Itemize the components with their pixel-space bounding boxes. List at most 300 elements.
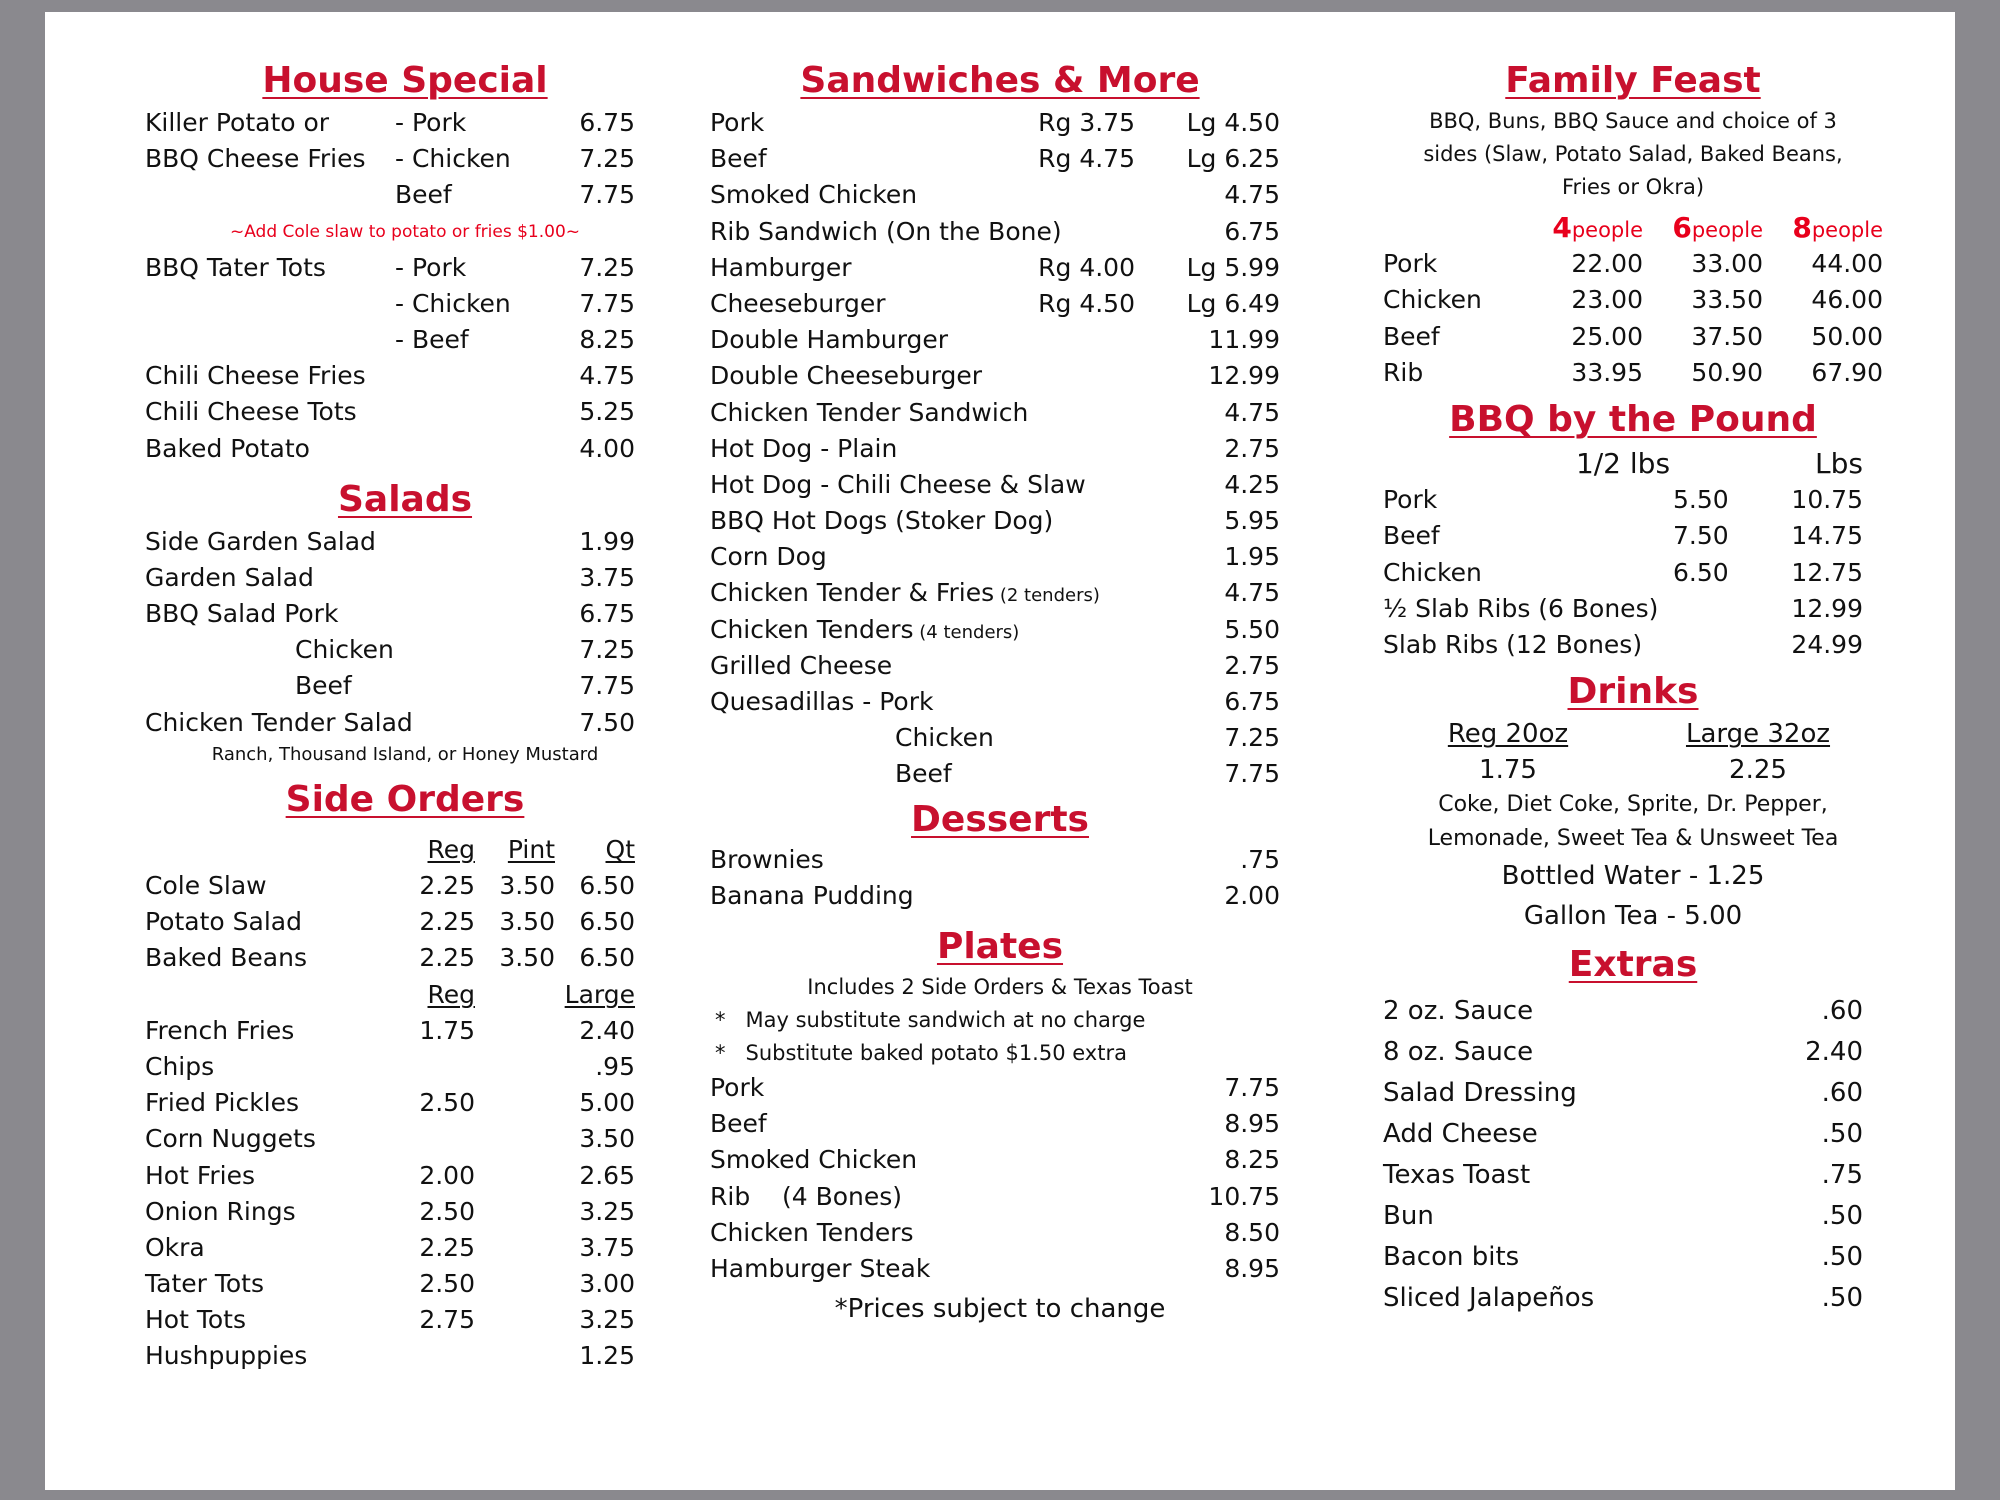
people-word: people <box>1691 218 1763 242</box>
item-price: 6.50 <box>579 871 635 900</box>
item-name <box>710 322 1020 358</box>
item-price-large: 2.40 <box>579 1015 635 1045</box>
item-price: 7.75 <box>579 671 635 701</box>
item-price: 2.25 <box>419 871 475 900</box>
house-special-list-2 <box>145 250 665 467</box>
item-name <box>710 720 1020 756</box>
house-special-note: ~Add Cole slaw to potato or fries $1.00~ <box>229 221 581 242</box>
item-price: .60 <box>1821 1078 1863 1109</box>
item-variant: - Beef <box>395 324 469 354</box>
column-header: Pint <box>507 834 555 864</box>
drink-price: 2.25 <box>1729 755 1787 786</box>
item-name-text: Double Hamburger <box>710 325 949 355</box>
item-price: 3.75 <box>579 562 635 592</box>
plates-note: * Substitute baked potato $1.50 extra <box>715 1040 1127 1065</box>
menu-row <box>710 1070 1290 1106</box>
menu-row <box>145 868 665 904</box>
item-price: .50 <box>1821 1283 1863 1314</box>
item-price-half: 5.50 <box>1673 485 1729 515</box>
menu-row <box>145 105 665 141</box>
item-name <box>710 756 1020 792</box>
bottled-water: Bottled Water - 1.25 <box>1501 861 1765 892</box>
drinks-header <box>1383 716 1883 752</box>
item-variant: - Pork <box>395 108 467 137</box>
right-column <box>1383 60 1883 1319</box>
item-price-lb: 12.75 <box>1791 557 1863 587</box>
item-name: Texas Toast <box>1383 1160 1531 1191</box>
item-name <box>710 395 1029 431</box>
menu-row <box>145 286 665 322</box>
item-name: Beef <box>295 671 352 701</box>
item-price: 6.75 <box>1224 216 1280 246</box>
item-price: 2.25 <box>419 943 475 973</box>
item-variant: - Pork <box>395 252 467 282</box>
salads-heading: Salads <box>337 478 473 520</box>
menu-row <box>145 1013 665 1049</box>
drinks-list-line: Lemonade, Sweet Tea & Unsweet Tea <box>1427 826 1839 852</box>
item-name: Killer Potato or <box>145 108 330 137</box>
menu-row <box>710 141 1290 177</box>
item-name <box>710 177 1020 213</box>
plates-heading: Plates <box>936 925 1064 967</box>
item-price: 3.50 <box>499 943 555 973</box>
item-price: 6.75 <box>1224 687 1280 716</box>
item-price: .60 <box>1821 996 1863 1027</box>
column-header: Large <box>564 979 635 1009</box>
item-name <box>710 575 1100 614</box>
item-price-rg: Rg 4.50 <box>1038 288 1135 318</box>
menu-row <box>710 1106 1290 1142</box>
item-name: Chicken Tender Salad <box>145 707 413 737</box>
menu-row <box>1383 591 1883 627</box>
menu-row <box>145 1230 665 1266</box>
item-name: Onion Rings <box>145 1196 296 1226</box>
item-name <box>710 648 1020 684</box>
menu-row <box>1383 1155 1883 1196</box>
item-price: 7.25 <box>579 144 635 174</box>
item-price: 7.50 <box>579 707 635 737</box>
item-name <box>710 286 1020 322</box>
item-price: 50.00 <box>1811 321 1883 351</box>
menu-row <box>710 105 1290 141</box>
item-price: 46.00 <box>1811 285 1883 315</box>
menu-row <box>710 358 1290 394</box>
item-name-text: Grilled Cheese <box>710 650 893 680</box>
item-price: 22.00 <box>1571 249 1643 279</box>
menu-row <box>145 141 665 177</box>
people-header <box>1763 210 1883 248</box>
item-name: Hot Tots <box>145 1305 246 1335</box>
item-price-large: 3.00 <box>579 1269 635 1299</box>
item-price-reg: 2.50 <box>419 1088 475 1118</box>
item-variant: - Chicken <box>395 288 511 318</box>
item-price: 7.75 <box>1224 759 1280 789</box>
item-name <box>710 684 1020 720</box>
drinks-list-line: Coke, Diet Coke, Sprite, Dr. Pepper, <box>1438 792 1828 818</box>
item-price: 4.75 <box>1224 397 1280 427</box>
plates-note: Includes 2 Side Orders & Texas Toast <box>807 974 1193 999</box>
family-feast-header <box>1383 210 1883 246</box>
menu-row <box>145 940 665 976</box>
menu-row <box>1383 1237 1883 1278</box>
item-name <box>710 105 1020 141</box>
item-name: ½ Slab Ribs (6 Bones) <box>1383 593 1659 623</box>
drink-size: Reg 20oz <box>1447 719 1569 750</box>
item-price: 7.25 <box>1224 723 1280 753</box>
item-price: Lg 4.50 <box>1186 108 1280 137</box>
menu-row <box>145 1266 665 1302</box>
menu-row <box>710 575 1290 611</box>
item-name: BBQ Tater Tots <box>145 252 326 282</box>
item-name: Brownies <box>710 844 824 874</box>
menu-row <box>710 322 1290 358</box>
item-name: Rib <box>1383 357 1424 387</box>
menu-row <box>1383 1114 1883 1155</box>
item-name: Corn Nuggets <box>145 1124 316 1154</box>
people-header <box>1643 210 1763 248</box>
menu-row <box>710 1251 1290 1287</box>
plates-list <box>710 1070 1290 1287</box>
menu-row <box>710 214 1290 250</box>
item-name <box>710 214 1062 250</box>
menu-row <box>710 395 1290 431</box>
item-price: 50.90 <box>1691 357 1763 387</box>
menu-row <box>1383 627 1883 663</box>
menu-row <box>710 756 1290 792</box>
item-name: Pork <box>710 1072 765 1102</box>
item-name <box>710 358 1020 394</box>
sandwiches-list <box>710 105 1290 793</box>
item-price: 67.90 <box>1811 357 1883 387</box>
menu-row <box>145 322 665 358</box>
menu-row <box>145 358 665 394</box>
item-price-large: 5.00 <box>579 1088 635 1118</box>
drinks-section <box>1383 716 1883 936</box>
side-orders-header <box>145 832 665 868</box>
menu-row <box>1383 1073 1883 1114</box>
item-name-text: Chicken Tender & Fries <box>710 578 995 608</box>
item-name: Salad Dressing <box>1383 1078 1577 1109</box>
item-price-reg: 1.75 <box>419 1015 475 1045</box>
menu-row <box>710 1142 1290 1178</box>
item-name <box>710 250 1020 286</box>
menu-row <box>710 720 1290 756</box>
item-price-lb: 24.99 <box>1791 629 1863 659</box>
item-name: BBQ Cheese Fries <box>145 144 366 174</box>
menu-row <box>145 250 665 286</box>
extras-heading: Extras <box>1568 944 1698 986</box>
menu-row <box>710 684 1290 720</box>
item-price: 4.00 <box>579 433 635 463</box>
item-name-text: Smoked Chicken <box>710 180 918 210</box>
menu-row <box>145 596 665 632</box>
item-name-text: Chicken <box>895 723 994 753</box>
item-name-note: (4 tenders) <box>913 621 1020 643</box>
item-name: Pork <box>1383 485 1438 515</box>
family-feast-table <box>1383 210 1883 391</box>
item-price: 2.25 <box>419 907 475 937</box>
item-price: 3.50 <box>499 871 555 900</box>
column-header: 1/2 lbs <box>1575 446 1671 480</box>
item-price: 8.95 <box>1224 1109 1280 1139</box>
drinks-prices <box>1383 752 1883 788</box>
item-price-half: 7.50 <box>1673 521 1729 551</box>
item-name: Rib (4 Bones) <box>710 1181 903 1211</box>
item-name: Beef <box>710 1109 767 1139</box>
menu-row <box>1383 1032 1883 1073</box>
item-name <box>710 539 1020 575</box>
item-price: .50 <box>1821 1119 1863 1150</box>
prices-note <box>710 1291 1290 1327</box>
item-name: Banana Pudding <box>710 880 914 910</box>
menu-row <box>1383 518 1883 554</box>
item-variant: Beef <box>395 180 452 210</box>
item-price-reg: 2.25 <box>419 1232 475 1262</box>
menu-row <box>710 431 1290 467</box>
item-name <box>710 141 1020 177</box>
item-name-text: Hot Dog - Plain <box>710 433 898 463</box>
item-name: Chips <box>145 1051 215 1081</box>
people-word: people <box>1811 218 1883 242</box>
menu-row <box>145 1302 665 1338</box>
item-price: 7.75 <box>579 180 635 210</box>
item-price: 3.50 <box>499 907 555 937</box>
menu-row <box>145 524 665 560</box>
menu-row <box>710 648 1290 684</box>
item-name-text: Pork <box>710 108 765 137</box>
item-name-text: Hot Dog - Chili Cheese & Slaw <box>710 469 1086 499</box>
menu-row <box>145 1121 665 1157</box>
item-name: Cole Slaw <box>145 871 267 900</box>
item-name: Potato Salad <box>145 907 302 937</box>
item-price: 4.75 <box>1224 578 1280 608</box>
people-count: 6 <box>1672 211 1692 244</box>
item-name: Garden Salad <box>145 562 314 592</box>
extras-list <box>1383 991 1883 1319</box>
item-price: 5.95 <box>1224 506 1280 536</box>
item-name: BBQ Salad Pork <box>145 599 339 629</box>
menu-row <box>710 250 1290 286</box>
item-name: Add Cheese <box>1383 1119 1538 1150</box>
drinks-heading: Drinks <box>1567 671 1699 713</box>
left-column <box>145 60 665 1375</box>
desserts-heading: Desserts <box>911 798 1089 840</box>
prices-note-text: *Prices subject to change <box>834 1294 1166 1325</box>
pound-header <box>1383 446 1883 482</box>
family-feast-desc-line: Fries or Okra) <box>1561 175 1705 199</box>
menu-row <box>710 539 1290 575</box>
item-price: 1.95 <box>1224 542 1280 572</box>
menu-row <box>145 560 665 596</box>
menu-row <box>710 878 1290 914</box>
item-name-text: Chicken Tender Sandwich <box>710 397 1029 427</box>
plates-note: * May substitute sandwich at no charge <box>715 1007 1146 1032</box>
menu-row <box>710 467 1290 503</box>
item-price: 2.75 <box>1224 433 1280 463</box>
item-price: 8.25 <box>1224 1145 1280 1175</box>
item-price: 8.25 <box>579 324 635 354</box>
item-price-large: 3.50 <box>579 1124 635 1154</box>
item-name-note: (2 tenders) <box>994 585 1100 607</box>
item-name: Baked Potato <box>145 433 310 463</box>
menu-row <box>145 1194 665 1230</box>
item-price: 23.00 <box>1571 285 1643 315</box>
item-price-rg: Rg 4.00 <box>1038 252 1135 282</box>
bbq-pound-heading: BBQ by the Pound <box>1449 398 1817 440</box>
people-word: people <box>1571 218 1643 242</box>
family-feast-desc-line: BBQ, Buns, BBQ Sauce and choice of 3 <box>1429 109 1837 133</box>
item-name: Chicken <box>1383 557 1482 587</box>
item-price: 6.50 <box>579 907 635 937</box>
item-name-text: Double Cheeseburger <box>710 361 983 391</box>
item-name: Chili Cheese Tots <box>145 397 357 427</box>
item-price: 5.50 <box>1224 614 1280 644</box>
item-price: 2.00 <box>1224 880 1280 910</box>
menu-row <box>145 394 665 430</box>
item-name: Side Garden Salad <box>145 526 376 556</box>
item-price: 1.99 <box>579 526 635 556</box>
house-special-list <box>145 105 665 214</box>
people-count: 8 <box>1792 211 1812 244</box>
item-price-reg: 2.50 <box>419 1196 475 1226</box>
item-price: 7.75 <box>1224 1072 1280 1102</box>
menu-row <box>1383 355 1883 391</box>
item-price: 4.75 <box>579 361 635 391</box>
item-price: 11.99 <box>1208 325 1280 355</box>
item-price-lb: 14.75 <box>1791 521 1863 551</box>
menu-row <box>145 1338 665 1374</box>
item-price: 4.75 <box>1224 180 1280 210</box>
bbq-pound-table <box>1383 446 1883 663</box>
menu-row <box>1383 246 1883 282</box>
menu-row <box>145 431 665 467</box>
item-name: Hot Fries <box>145 1160 256 1190</box>
menu-row <box>1383 1196 1883 1237</box>
item-price: 33.00 <box>1691 249 1763 279</box>
item-name-text: BBQ Hot Dogs (Stoker Dog) <box>710 506 1054 536</box>
item-price: 7.25 <box>579 635 635 665</box>
side-orders-list <box>145 832 665 1375</box>
item-price: 10.75 <box>1208 1181 1280 1211</box>
item-name: Baked Beans <box>145 943 307 973</box>
item-variant: - Chicken <box>395 144 511 174</box>
menu-row <box>1383 319 1883 355</box>
item-name: Tater Tots <box>145 1269 265 1299</box>
item-name: Chicken <box>295 635 394 665</box>
menu-row <box>710 612 1290 648</box>
item-price: 37.50 <box>1691 321 1763 351</box>
people-header <box>1523 210 1643 248</box>
menu-row <box>145 904 665 940</box>
menu-row <box>145 177 665 213</box>
menu-row <box>145 1049 665 1085</box>
item-price: 33.95 <box>1571 357 1643 387</box>
item-name: Fried Pickles <box>145 1088 300 1118</box>
item-price-large: 3.75 <box>579 1232 635 1262</box>
item-price: 6.75 <box>579 108 635 137</box>
item-price-reg: 2.75 <box>419 1305 475 1335</box>
item-price: .50 <box>1821 1242 1863 1273</box>
item-name-text: Rib Sandwich (On the Bone) <box>710 216 1062 246</box>
menu-row <box>1383 555 1883 591</box>
menu-row <box>1383 482 1883 518</box>
menu-row <box>145 1158 665 1194</box>
side-orders-header-2 <box>145 977 665 1013</box>
item-name: Smoked Chicken <box>710 1145 918 1175</box>
item-name: Hushpuppies <box>145 1341 308 1371</box>
item-price: 25.00 <box>1571 321 1643 351</box>
item-price: 12.99 <box>1208 361 1280 391</box>
item-name-text: Beef <box>895 759 952 789</box>
item-name <box>710 503 1054 539</box>
menu-row <box>145 1085 665 1121</box>
item-name: Bacon bits <box>1383 1242 1520 1273</box>
menu-row <box>710 177 1290 213</box>
menu-row <box>710 503 1290 539</box>
item-name-text: Beef <box>710 144 767 174</box>
item-price-lb: 12.99 <box>1791 593 1863 623</box>
item-price: 6.50 <box>579 943 635 973</box>
item-price-large: 3.25 <box>579 1305 635 1335</box>
middle-column <box>710 60 1290 1327</box>
family-feast-description <box>1383 105 1883 204</box>
item-name-text: Corn Dog <box>710 542 827 572</box>
item-name: Slab Ribs (12 Bones) <box>1383 629 1643 659</box>
item-price: .75 <box>1821 1160 1863 1191</box>
column-header: Lbs <box>1815 446 1863 480</box>
item-price: .75 <box>1240 844 1280 874</box>
item-name <box>710 431 1020 467</box>
item-name <box>710 612 1020 651</box>
item-name: Beef <box>1383 321 1440 351</box>
item-price: 4.25 <box>1224 469 1280 499</box>
item-price: 44.00 <box>1811 249 1883 279</box>
menu-row <box>710 1215 1290 1251</box>
item-name-text: Chicken Tenders <box>710 614 914 644</box>
menu-row <box>145 705 665 741</box>
salads-note: Ranch, Thousand Island, or Honey Mustard <box>211 743 599 765</box>
side-orders-heading: Side Orders <box>285 778 525 820</box>
item-name: 8 oz. Sauce <box>1383 1037 1534 1068</box>
gallon-tea: Gallon Tea - 5.00 <box>1523 901 1743 932</box>
menu-row <box>1383 991 1883 1032</box>
item-price-reg: 2.50 <box>419 1269 475 1299</box>
menu-sheet <box>45 12 1955 1490</box>
item-name: 2 oz. Sauce <box>1383 996 1534 1027</box>
item-price-large: 3.25 <box>579 1196 635 1226</box>
menu-row <box>1383 1278 1883 1319</box>
item-price-large: .95 <box>595 1051 635 1081</box>
item-name: Okra <box>145 1232 205 1262</box>
salads-list <box>145 524 665 741</box>
item-name: Beef <box>1383 521 1440 551</box>
menu-row <box>710 842 1290 878</box>
column-header: Qt <box>605 834 635 864</box>
item-name: French Fries <box>145 1015 295 1045</box>
menu-row <box>710 286 1290 322</box>
item-price-reg: 2.00 <box>419 1160 475 1190</box>
item-price: 2.75 <box>1224 650 1280 680</box>
people-count: 4 <box>1552 211 1572 244</box>
item-price: Lg 6.25 <box>1186 144 1280 174</box>
item-price: Lg 6.49 <box>1186 288 1280 318</box>
item-price-rg: Rg 3.75 <box>1038 108 1135 137</box>
item-price: 33.50 <box>1691 285 1763 315</box>
item-name <box>710 467 1086 503</box>
item-price-half: 6.50 <box>1673 557 1729 587</box>
family-feast-heading: Family Feast <box>1505 60 1761 101</box>
item-price: 2.40 <box>1805 1037 1863 1068</box>
